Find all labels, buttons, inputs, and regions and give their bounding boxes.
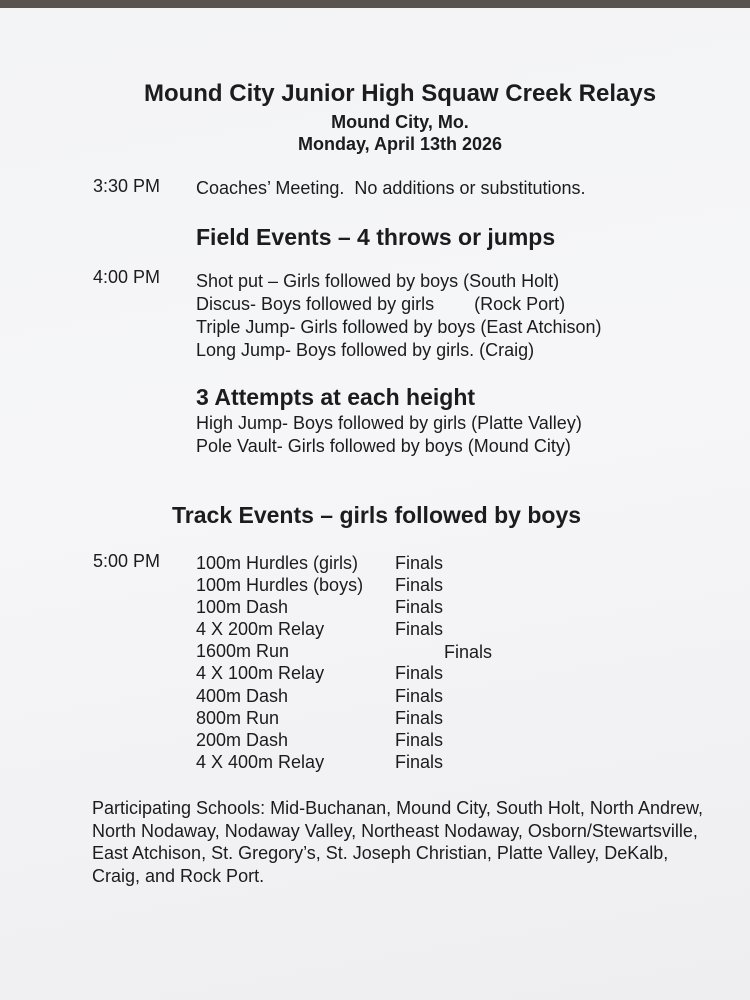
track-event-name: 100m Hurdles (girls)	[196, 553, 359, 573]
track-event-result: Finals	[444, 642, 493, 662]
track-event-result: Finals	[395, 575, 444, 595]
track-event-name: 100m Hurdles (boys)	[196, 575, 364, 595]
field-events-heading: Field Events – 4 throws or jumps	[196, 224, 556, 250]
track-event-name: 100m Dash	[196, 597, 289, 617]
field-event-line: Triple Jump- Girls followed by boys (East Atchison)	[196, 317, 602, 337]
track-event-name: 1600m Run	[196, 641, 290, 661]
meeting-time: 3:30 PM	[93, 176, 161, 196]
track-event-name: 4 X 100m Relay	[196, 663, 325, 683]
track-event-result: Finals	[395, 619, 444, 639]
height-event-line: Pole Vault- Girls followed by boys (Mound City)	[196, 436, 571, 456]
track-event-result: Finals	[395, 663, 444, 683]
track-event-result: Finals	[395, 686, 444, 706]
field-event-line: Shot put – Girls followed by boys (South Holt)	[196, 271, 560, 291]
track-event-result: Finals	[395, 553, 444, 573]
track-events-time: 5:00 PM	[93, 551, 161, 571]
document-location: Mound City, Mo.	[331, 112, 469, 132]
field-event-line: Discus- Boys followed by girls (Rock Port)	[196, 294, 566, 314]
meeting-text: Coaches’ Meeting. No additions or substitutions.	[196, 178, 586, 198]
field-event-line: Long Jump- Boys followed by girls. (Craig)	[196, 340, 535, 360]
track-event-name: 200m Dash	[196, 730, 289, 750]
participating-schools: Participating Schools: Mid-Buchanan, Mound City, South Holt, North Andrew, North Nodaway, Nodaway Valley, Northeast Nodaway, Osborn/Stewartsville, East Atchison, St. Gregory’s, St. Joseph Christian, Platte Valley, DeKalb, Craig, and Rock Port.	[92, 798, 703, 886]
track-event-name: 4 X 200m Relay	[196, 619, 325, 639]
track-event-result: Finals	[395, 597, 444, 617]
height-event-line: High Jump- Boys followed by girls (Platte Valley)	[196, 413, 582, 433]
field-events-time: 4:00 PM	[93, 267, 161, 287]
track-event-name: 4 X 400m Relay	[196, 752, 325, 772]
track-event-name: 800m Run	[196, 708, 280, 728]
track-event-result: Finals	[395, 752, 444, 772]
document-title: Mound City Junior High Squaw Creek Relays	[143, 80, 657, 107]
track-events-heading: Track Events – girls followed by boys	[172, 502, 582, 528]
document-date: Monday, April 13th 2026	[297, 134, 503, 154]
track-event-name: 400m Dash	[196, 686, 289, 706]
attempts-heading: 3 Attempts at each height	[196, 384, 476, 410]
track-event-result: Finals	[395, 730, 444, 750]
track-event-result: Finals	[395, 708, 444, 728]
